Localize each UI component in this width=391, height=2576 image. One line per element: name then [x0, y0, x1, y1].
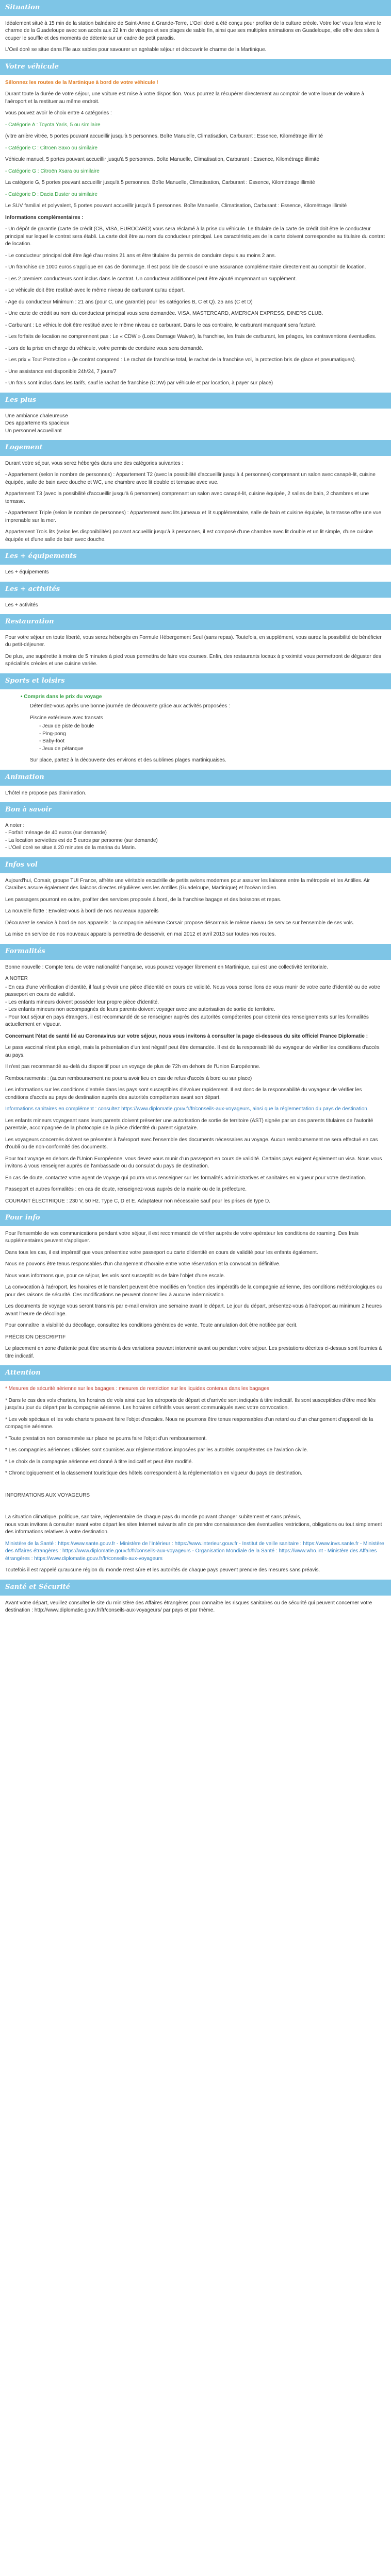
infos-vol-paragraph: Aujourd'hui, Corsair, groupe TUI France, affrète une véritable escadrille de petits avions modernes pour assurer les liaisons entre la métropole et les Antilles. Air Caraïbes assure également des liaisons directes régulières vers les Antilles (Guadeloupe, Martinique) et l'océan Indien.: [5, 877, 370, 891]
section-restauration: [0, 630, 391, 673]
bon-savoir-line: A noter :: [5, 822, 25, 828]
formalites-long: Pour tout voyage en dehors de l'Union Européenne, vous devez vous munir d'un passeport en cours de validité. Certains pays exigent également un visa. Nous vous invitons à vous renseigner auprès de l'ambassade ou du consulat du pays de destination.: [5, 1156, 382, 1170]
vehicle-condition: - Le véhicule doit être restitué avec le même niveau de carburant qu'au départ.: [5, 287, 185, 294]
infos-vol-paragraph: La nouvelle flotte : Envolez-vous à bord de nos nouveaux appareils: [5, 908, 159, 914]
pour-info-paragraph: Pour connaître la visibilité du décollage, consultez les conditions générales de vente. Toute annulation doit être notifiée par écrit.: [5, 1323, 298, 1329]
formalites-long: En cas de doute, contactez votre agent de voyage qui pourra vous renseigner sur les formalités administratives et sanitaires en vigueur pour votre destination.: [5, 1175, 366, 1181]
vehicle-category-name: - Catégorie D : Dacia Duster ou similaire: [5, 191, 97, 197]
pour-info-paragraph: PRÉCISION DESCRIPTIF: [5, 1334, 66, 1340]
formalites-nota-title: A NOTER: [5, 976, 28, 982]
section-header-restauration: Restauration: [0, 614, 391, 630]
section-situation: [0, 16, 391, 59]
formalites-covid: Le pass vaccinal n'est plus exigé, mais la présentation d'un test négatif peut être demandée. Il est de la responsabilité du voyageur de vérifier les conditions d'accès au pays.: [5, 1045, 380, 1058]
pour-info-paragraph: Le placement en zone d'attente peut être soumis à des variations pouvant intervenir avant ou pendant votre séjour. Les prestations décrites ci-dessus sont fournies à titre indicatif.: [5, 1346, 382, 1359]
vehicle-condition: - Les prix « Tout Protection » (le contrat comprend : Le rachat de franchise total, le rachat de la franchise vol, la protection bris de glace et pneumatiques).: [5, 357, 356, 363]
section-infos-vol: [0, 873, 391, 944]
infos-vol-paragraph: La mise en service de nos nouveaux appareils permettra de desservir, en mai 2012 et avril 2013 sur toutes nos routes.: [5, 931, 276, 938]
vehicle-category-name: - Catégorie C : Citroën Saxo ou similaire: [5, 145, 97, 151]
attention-item: * Le choix de la compagnie aérienne est donné à titre indicatif et peut être modifié.: [5, 1459, 193, 1465]
attention-sub-body: nous vous invitons à consulter avant votre départ les sites Internet suivants afin de prendre connaissance des éventuelles restrictions, obligations ou tout simplement des informations relatives à votre destination.: [5, 1521, 382, 1535]
pour-info-paragraph: Nous vous informons que, pour ce séjour, les vols sont susceptibles de faire l'objet d'une escale.: [5, 1273, 225, 1279]
formalites-nota: - En cas d'une vérification d'identité, il faut prévoir une pièce d'identité en cours de validité. Nous vous conseillons de vous munir de votre carte d'identité ou de votre passeport en cours de validité.: [5, 984, 380, 998]
section-header-formalites: Formalités: [0, 944, 391, 960]
sports-lead-text: Compris dans le prix du voyage: [24, 693, 102, 700]
logement-detail: Appartement T3 (avec la possibilité d'accueillir jusqu'à 6 personnes) comprenant un salon avec canapé-lit, cuisine équipée, 2 salles de bain, 2 chambres et une terrasse.: [5, 491, 369, 504]
section-header-situation: Situation: [0, 0, 391, 16]
sports-outro: Sur place, partez à la découverte des environs et des sublimes plages martiniquaises.: [30, 757, 226, 764]
sports-intro: Détendez-vous après une bonne journée de découverte grâce aux activités proposées :: [30, 703, 231, 709]
section-attention: [0, 1381, 391, 1580]
section-logement: [0, 456, 391, 549]
section-header-sante: Santé et Sécurité: [0, 1580, 391, 1596]
section-header-plus: Les plus: [0, 393, 391, 409]
bon-savoir-line: - La location serviettes est de 5 euros par personne (sur demande): [5, 837, 158, 843]
vehicle-conditions-title: Informations complémentaires :: [5, 214, 84, 221]
formalites-long: Les voyageurs concernés doivent se présenter à l'aéroport avec l'ensemble des documents nécessaires au voyage. Aucun remboursement ne sera effectué en cas d'oubli ou de non-conformité des documents.: [5, 1137, 378, 1150]
animation-body: L'hôtel ne propose pas d'animation.: [5, 790, 87, 796]
vehicle-condition: - Lors de la prise en charge du véhicule, votre permis de conduire vous sera demandé.: [5, 345, 204, 351]
sports-item: - Ping-pong: [39, 731, 66, 737]
vehicle-category-desc: La catégorie G, 5 portes pouvant accueillir jusqu'à 5 personnes. Boîte Manuelle, Climatisation, Carburant : Essence, Kilométrage illimité: [5, 180, 315, 186]
attention-closing: Toutefois il est rappelé qu'aucune région du monde n'est sûre et les autorités de chaque pays peuvent prendre des mesures sans préavis.: [5, 1567, 320, 1573]
logement-intro: Durant votre séjour, vous serez hébergés dans une des catégories suivantes :: [5, 460, 184, 466]
spacer: [5, 1482, 386, 1492]
vehicle-condition: - Un franchise de 1000 euros s'applique en cas de dommage. Il est possible de souscrire une assurance complémentaire directement au comptoir de location.: [5, 264, 366, 270]
formalites-nota: - Pour tout séjour en pays étrangers, il est recommandé de se renseigner auprès des autorités compétentes pour obtenir des renseignements sur les formalités actuellement en vigueur.: [5, 1014, 369, 1028]
formalites-links-intro: Les informations sur les conditions d'entrée dans les pays sont susceptibles d'évoluer rapidement. Il est donc de la responsabilité du voyageur de vérifier les conditions d'accès au pays de destination auprès des autorités compétentes avant son départ.: [5, 1087, 362, 1100]
vehicle-intro: Vous pouvez avoir le choix entre 4 catégories :: [5, 110, 112, 116]
formalites-final: COURANT ÉLECTRIQUE : 230 V, 50 Hz. Type C, D et E. Adaptateur non nécessaire sauf pour les prises de type D.: [5, 1198, 270, 1204]
restauration-paragraph: De plus, une supérette à moins de 5 minutes à pied vous permettra de faire vos courses. Enfin, des restaurants locaux à proximité vous permettront de déguster des spécialités créoles et une cuisine variée.: [5, 653, 381, 667]
section-activites: [0, 598, 391, 615]
section-header-pour-info: Pour info: [0, 1210, 391, 1226]
vehicle-condition: - Les 2 premiers conducteurs sont inclus dans le contrat. Un conducteur additionnel peut être ajouté moyennant un supplément.: [5, 276, 297, 282]
pour-info-paragraph: Pour l'ensemble de vos communications pendant votre séjour, il est recommandé de vérifier auprès de votre opérateur les conditions de roaming. Des frais supplémentaires peuvent s'appliquer.: [5, 1230, 359, 1244]
section-header-logement: Logement: [0, 440, 391, 456]
plus-item: Un personnel accueillant: [5, 428, 62, 434]
attention-sub-title: INFORMATIONS AUX VOYAGEURS: [5, 1492, 90, 1498]
attention-item: * Les compagnies aériennes utilisées sont soumises aux réglementations imposées par les autorités compétentes de l'aviation civile.: [5, 1447, 308, 1453]
sports-item: - Baby-foot: [39, 738, 64, 744]
logement-detail: Appartement Trois lits (selon les disponibilités) pouvant accueillir jusqu'à 3 personnes, il est composé d'une chambre avec lit double et un lit simple, d'une cuisine équipée et d'une salle de bain avec douche.: [5, 529, 373, 543]
section-vehicle: [0, 75, 391, 393]
attention-links[interactable]: Ministère de la Santé : https://www.sante.gouv.fr - Ministère de l'Intérieur : https://www.interieur.gouv.fr - Institut de veille sanitaire : https://www.invs.sante.fr - Ministère des Affaires étrangères : https://www.diplomatie.gouv.fr/fr/conseils-aux-voyageurs - Organisation Mondiale de la Santé : https://www.who.int - Ministère des Affaires étrangères : https://www.diplomatie.gouv.fr/fr/conseils-aux-voyageurs: [5, 1540, 384, 1562]
formalites-nota: - Les enfants mineurs doivent posséder leur propre pièce d'identité.: [5, 999, 159, 1005]
attention-item[interactable]: * Mesures de sécurité aérienne sur les bagages : mesures de restriction sur les liquides contenus dans les bagages: [5, 1386, 269, 1392]
section-pour-info: [0, 1226, 391, 1366]
infos-vol-paragraph: Les passagers pourront en outre, profiter des services proposés à bord, de la franchise bagage et des boissons et repas.: [5, 896, 282, 903]
section-formalites: [0, 960, 391, 1211]
formalites-final: Passeport et autres formalités : en cas de doute, renseignez-vous auprès de la mairie ou de la préfecture.: [5, 1187, 247, 1193]
section-animation: [0, 786, 391, 803]
sports-item: - Jeux de piste de boule: [39, 723, 94, 730]
section-header-infos-vol: Infos vol: [0, 857, 391, 873]
section-equipements: [0, 565, 391, 582]
section-plus: [0, 409, 391, 440]
plus-item: Une ambiance chaleureuse: [5, 413, 68, 419]
pour-info-paragraph: La convocation à l'aéroport, les horaires et le transfert peuvent être modifiés en fonction des impératifs de la compagnie aérienne, des conditions météorologiques ou pour des raisons de sécurité. Ces modifications ne peuvent donner lieu à aucune indemnisation.: [5, 1284, 383, 1298]
pour-info-paragraph: Nous ne pouvons être tenus responsables d'un changement d'horaire entre votre réservation et la convocation définitive.: [5, 1261, 281, 1267]
attention-item: * Toute prestation non consommée sur place ne pourra faire l'objet d'un remboursement.: [5, 1435, 207, 1442]
vehicle-intro: Sillonnez les routes de la Martinique à bord de votre véhicule !: [5, 79, 158, 86]
situation-paragraph: Idéalement situé à 15 min de la station balnéaire de Saint-Anne à Grande-Terre, L'Oeil doré a été conçu pour profiter de la culture créole. Votre loc' vous fera vivre le charme de la Guadeloupe avec son accès aux 22 km de visages et ses plages de sable fin, ainsi que ses multiples animations en Guadeloupe, elle offre des sites à couper le souffle et des moments de détente sur un cadre de petit paradis.: [5, 20, 381, 41]
sports-item: - Jeux de pétanque: [39, 745, 84, 752]
formalites-covid-title: Concernant l'état de santé lié au Coronavirus sur votre séjour, nous vous invitons à consulter la page ci-dessous du site officiel France Diplomatie :: [5, 1033, 368, 1039]
vehicle-category-name: - Catégorie G : Citroën Xsara ou similaire: [5, 168, 100, 174]
vehicle-condition: - Le conducteur principal doit être âgé d'au moins 21 ans et être titulaire du permis de conduire depuis au moins 2 ans.: [5, 252, 276, 259]
vehicle-condition: - Age du conducteur Minimum : 21 ans (pour C, une garantie) pour les catégories B, C et Q). 25 ans (C et D): [5, 299, 253, 305]
section-header-activites: Les + activités: [0, 582, 391, 598]
sante-body: Avant votre départ, veuillez consulter le site du ministère des Affaires étrangères pour connaître les risques sanitaires ou de sécurité qui peuvent concerner votre destination : http://www.diplomatie.gouv.fr/fr/conseils-aux-voyageurs/ par pays et par thème.: [5, 1600, 372, 1614]
pour-info-paragraph: Dans tous les cas, il est impératif que vous présentiez votre passeport ou carte d'identité en cours de validité pour les enfants également.: [5, 1249, 318, 1256]
logement-detail: - Appartement Triple (selon le nombre de personnes) : Appartement avec lits jumeaux et lit supplémentaire, salle de bain et cuisine équipée, la terrasse offre une vue imprenable sur la mer.: [5, 510, 382, 523]
vehicle-condition: - Une carte de crédit au nom du conducteur principal vous sera demandée. VISA, MASTERCARD, AMERICAN EXPRESS, DINERS CLUB.: [5, 311, 323, 317]
logement-detail: - Appartement (selon le nombre de personnes) : Appartement T2 (avec la possibilité d'accueillir jusqu'à 4 personnes) comprenant un salon avec canapé-lit, cuisine équipée, salle de bain avec douche et WC, une chambre avec lit double et terrasse avec vue.: [5, 472, 376, 485]
infos-vol-paragraph: Découvrez le service à bord de nos appareils : la compagnie aérienne Corsair propose désormais le même niveau de service sur l'ensemble de ses vols.: [5, 920, 354, 926]
equipements-body: Les + équipements: [5, 569, 49, 575]
section-header-attention: Attention: [0, 1365, 391, 1381]
formalites-covid: Il n'est pas recommandé au-delà du dispositif pour un voyage de plus de 72h en dehors de l'Union Européenne.: [5, 1064, 260, 1070]
attention-item: * Les vols spéciaux et les vols charters peuvent faire l'objet d'escales. Nous ne pourrons être tenus responsables d'un retard ou d'un changement d'appareil de la compagnie aérienne.: [5, 1416, 373, 1430]
formalites-links-more[interactable]: Informations sanitaires en complément : consultez https://www.diplomatie.gouv.fr/fr/conseils-aux-voyageurs, ainsi que la réglementation du pays de destination.: [5, 1106, 369, 1112]
section-header-sports: Sports et loisirs: [0, 673, 391, 689]
section-bon-savoir: [0, 818, 391, 857]
plus-item: Des appartements spacieux: [5, 420, 69, 427]
section-header-bon-savoir: Bon à savoir: [0, 802, 391, 818]
situation-paragraph: L'Oeil doré se situe dans l'île aux sables pour savourer un agréable séjour et découvrir le charme de la Martinique.: [5, 47, 267, 53]
formalites-long: Les enfants mineurs voyageant sans leurs parents doivent présenter une autorisation de sortie de territoire (AST) signée par un des parents titulaires de l'autorité parentale, accompagnée de la photocopie de la pièce d'identité du parent signataire.: [5, 1117, 373, 1131]
vehicle-condition: - Une assistance est disponible 24h/24, 7 jours/7: [5, 368, 117, 375]
vehicle-category-desc: Le SUV familial et polyvalent, 5 portes pouvant accueillir jusqu'à 5 personnes. Boîte Manuelle, Climatisation, Carburant : Essence, Kilométrage illimité: [5, 203, 347, 209]
attention-sub-body: La situation climatique, politique, sanitaire, réglementaire de chaque pays du monde pouvant changer subitement et sans préavis,: [5, 1514, 302, 1520]
vehicle-condition: - Un dépôt de garantie (carte de crédit (CB, VISA, EUROCARD) vous sera réclamé à la prise du véhicule. Le titulaire de la carte de crédit doit être le conducteur principal sur lequel le contrat sera établi. La carte doit être au nom du conducteur principal. Les caractéristiques de la carte doivent correspondre au titulaire du contrat de location.: [5, 226, 385, 247]
formalites-nota: - Les enfants mineurs non accompagnés de leurs parents doivent voyager avec une autorisation de sortie de territoire.: [5, 1007, 275, 1013]
attention-item: * Chronologiquement et la classement touristique des hôtels correspondent à la réglementation en vigueur du pays de destination.: [5, 1470, 302, 1477]
vehicle-condition: - Carburant : Le véhicule doit être restitué avec le même niveau de carburant. Dans le cas contraire, le carburant manquant sera facturé.: [5, 322, 317, 328]
vehicle-intro: Durant toute la durée de votre séjour, une voiture est mise à votre disposition. Vous pourrez la récupérer directement au comptoir de votre loueur de voiture à l'aéroport et la restituer au même endroit.: [5, 91, 364, 105]
spacer: [5, 1503, 386, 1514]
sports-list-title: Piscine extérieure avec transats: [30, 715, 103, 721]
activites-body: Les + activités: [5, 602, 38, 608]
section-header-animation: Animation: [0, 770, 391, 786]
attention-item: * Dans le cas des vols charters, les horaires de vols ainsi que les aéroports de départ et d'arrivée sont indiqués à titre indicatif. Ils sont susceptibles d'être modifiés jusqu'au jour du départ par la compagnie aérienne. Les horaires définitifs vous seront communiqués avec votre convocation.: [5, 1397, 376, 1411]
vehicle-category-desc: Véhicule manuel, 5 portes pouvant accueillir jusqu'à 5 personnes. Boîte Manuelle, Climatisation, Carburant : Essence, Kilométrage illimité: [5, 157, 319, 163]
formalites-covid: Remboursements : (aucun remboursement ne pourra avoir lieu en cas de refus d'accès à bord ou sur place): [5, 1075, 252, 1081]
section-header-equipements: Les + équipements: [0, 549, 391, 565]
section-sports: [0, 689, 391, 770]
restauration-paragraph: Pour votre séjour en toute liberté, vous serez hébergés en Formule Hébergement Seul (sans repas). Toutefois, en supplément, vous aurez la possibilité de bénéficier du petit-déjeuner.: [5, 634, 382, 648]
sports-lead: • Compris dans le prix du voyage: [21, 693, 102, 700]
vehicle-category-desc: (vitre arrière vitrée, 5 portes pouvant accueillir jusqu'à 5 personnes. Boîte Manuelle, Climatisation, Carburant : Essence, Kilométrage illimité: [5, 133, 323, 140]
bon-savoir-line: - Forfait ménage de 40 euros (sur demande): [5, 830, 107, 836]
vehicle-condition: - Les forfaits de location ne comprennent pas : Le « CDW » (Loss Damage Waiver), la franchise, les frais de carburant, les péages, les contraventions éventuelles.: [5, 334, 377, 340]
bon-savoir-line: - L'Oeil doré se situe à 20 minutes de la marina du Marin.: [5, 845, 136, 851]
vehicle-category-name: - Catégorie A : Toyota Yaris, 5 ou similaire: [5, 122, 101, 128]
section-sante: [0, 1596, 391, 1630]
vehicle-condition: - Un frais sont inclus dans les tarifs, sauf le rachat de franchise (CDW) par véhicule et par location, à payer sur place): [5, 380, 273, 386]
pour-info-paragraph: Les documents de voyage vous seront transmis par e-mail environ une semaine avant le départ. Le jour du départ, présentez-vous à l'aéroport au minimum 2 heures avant l'heure de décollage.: [5, 1303, 382, 1317]
formalites-intro: Bonne nouvelle : Compte tenu de votre nationalité française, vous pouvez voyager librement en Martinique, qui est une collectivité territoriale.: [5, 964, 328, 970]
section-header-vehicle: Votre véhicule: [0, 59, 391, 75]
